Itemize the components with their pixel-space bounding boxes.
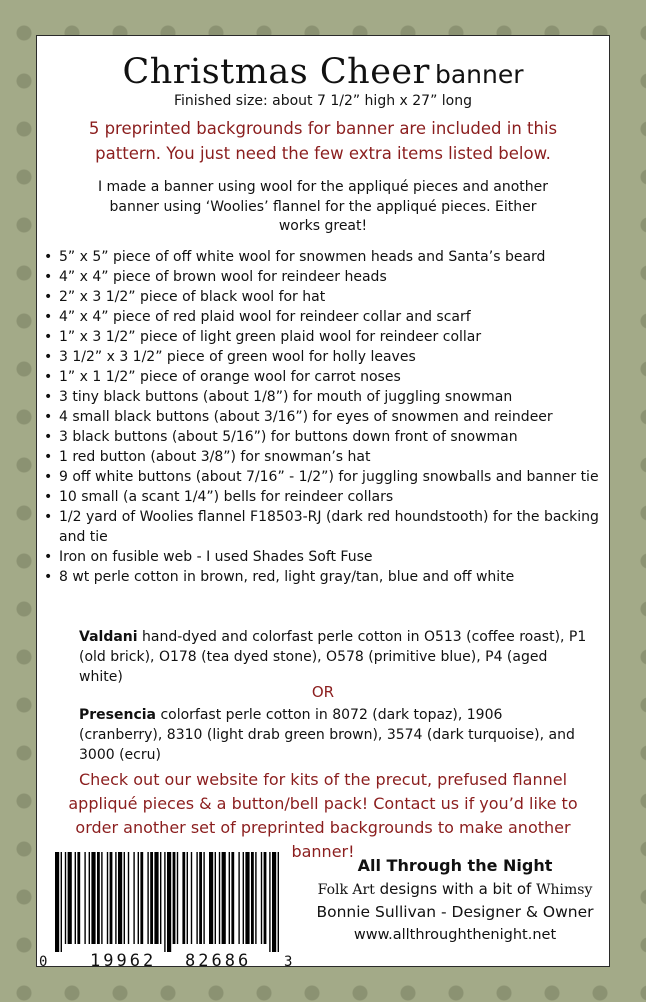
barcode-bar: [199, 852, 202, 944]
barcode-bar: [269, 852, 270, 952]
valdani-brand: Valdani: [79, 629, 138, 645]
barcode-bar: [203, 852, 204, 944]
barcode-bar: [150, 852, 153, 944]
check-out-note: Check out our website for kits of the precut, prefused flannel appliqué pieces & a button/bell pack! Contact us if you’d like to order another set of preprinted backgrounds to make another banner!: [68, 770, 578, 861]
barcode-bar: [147, 852, 148, 944]
barcode-bar: [191, 852, 192, 944]
barcode-bar: [264, 852, 267, 944]
barcode-bar: [272, 852, 276, 952]
barcode-bar: [215, 852, 216, 944]
barcode-bar: [196, 852, 197, 944]
barcode-bar: [231, 852, 234, 944]
barcode-bar: [255, 852, 256, 944]
tagline-whimsy: Whimsy: [536, 882, 593, 898]
list-item: • 1” x 1 1/2” piece of orange wool for carrot noses: [41, 367, 605, 387]
pattern-title: [37, 52, 609, 92]
presencia-note: [79, 705, 589, 765]
barcode-left-digits: 19962: [90, 951, 157, 968]
list-item: • 3 1/2” x 3 1/2” piece of green wool for holly leaves: [41, 347, 605, 367]
supply-list: [41, 247, 605, 587]
barcode-bar: [177, 852, 178, 944]
barcode-bar: [84, 852, 85, 944]
barcode-bar: [238, 852, 239, 944]
list-item: • 1 red button (about 3/8”) for snowman’s hat: [41, 447, 605, 467]
list-item: • 3 tiny black buttons (about 1/8”) for mouth of juggling snowman: [41, 387, 605, 407]
barcode-bar: [182, 852, 185, 944]
list-item: • 1/2 yard of Woolies flannel F18503-RJ (dark red houndstooth) for the backing and tie: [41, 507, 605, 547]
presencia-text: colorfast perle cotton in 8072 (dark topaz), 1906 (cranberry), 8310 (light drab green brown), 3574 (dark turquoise), and 3000 (ecru): [79, 707, 575, 763]
company-designer: Bonnie Sullivan - Designer & Owner: [316, 903, 594, 921]
list-item: • 4 small black buttons (about 3/16”) for eyes of snowmen and reindeer: [41, 407, 605, 427]
barcode-bar: [75, 852, 76, 944]
barcode-bar: [91, 852, 95, 944]
barcode-bar: [138, 852, 139, 944]
barcode-bar: [89, 852, 90, 944]
barcode-bar: [245, 852, 249, 944]
barcode-bar: [219, 852, 220, 944]
barcode-bar: [107, 852, 108, 944]
barcode-bar: [167, 852, 171, 952]
intro-note: I made a banner using wool for the appliqué pieces and another banner using ‘Woolies’ flannel for the appliqué pieces. Either works great!: [97, 179, 549, 234]
list-item: • Iron on fusible web - I used Shades Soft Fuse: [41, 547, 605, 567]
list-item: • 4” x 4” piece of red plaid wool for reindeer collar and scarf: [41, 307, 605, 327]
barcode-bar: [278, 852, 279, 952]
barcode-bar: [209, 852, 213, 944]
finished-size: Finished size: about 7 1/2” high x 27” long: [174, 93, 472, 109]
barcode-bar: [140, 852, 143, 944]
list-item: • 5” x 5” piece of off white wool for snowmen heads and Santa’s beard: [41, 247, 605, 267]
barcode-bar: [65, 852, 66, 944]
company-name: All Through the Night: [357, 856, 553, 875]
barcode-bar: [124, 852, 125, 944]
barcode-bar: [243, 852, 244, 944]
list-item: • 3 black buttons (about 5/16”) for buttons down front of snowman: [41, 427, 605, 447]
presencia-brand: Presencia: [79, 707, 156, 723]
or-label: OR: [311, 683, 335, 701]
barcode-bar: [173, 852, 176, 944]
barcode-bar: [160, 852, 161, 944]
barcode-graphic: [37, 848, 297, 968]
barcode-bar: [68, 852, 72, 944]
barcode: [37, 848, 297, 968]
title-main: Christmas Cheer: [122, 52, 430, 92]
tagline-folk-art: Folk Art: [317, 882, 375, 898]
barcode-bar: [118, 852, 122, 944]
company-tagline: [305, 878, 605, 901]
barcode-bar: [97, 852, 100, 944]
company-website[interactable]: www.allthroughthenight.net: [353, 927, 557, 943]
barcode-check-digit: 3: [284, 954, 293, 968]
barcode-bar: [251, 852, 254, 944]
list-item: • 9 off white buttons (about 7/16” - 1/2”) for juggling snowballs and banner tie: [41, 467, 605, 487]
company-info: [305, 854, 605, 946]
valdani-note: [79, 627, 589, 687]
barcode-bar: [164, 852, 165, 952]
pattern-card: [36, 35, 610, 967]
barcode-bar: [128, 852, 129, 944]
list-item: • 1” x 3 1/2” piece of light green plaid wool for reindeer collar: [41, 327, 605, 347]
barcode-lead-digit: 0: [39, 954, 48, 968]
barcode-right-digits: 82686: [185, 951, 252, 968]
barcode-bar: [55, 852, 59, 952]
barcode-bar: [61, 852, 62, 952]
list-item: • 10 small (a scant 1/4”) bells for reindeer collars: [41, 487, 605, 507]
barcode-bar: [229, 852, 230, 944]
list-item: • 8 wt perle cotton in brown, red, light gray/tan, blue and off white: [41, 567, 605, 587]
list-item: • 2” x 3 1/2” piece of black wool for hat: [41, 287, 605, 307]
tagline-middle: designs with a bit of: [374, 880, 537, 898]
barcode-bar: [261, 852, 262, 944]
valdani-text: hand-dyed and colorfast perle cotton in O513 (coffee roast), P1 (old brick), O178 (tea dyed stone), O578 (primitive blue), P4 (aged white): [79, 629, 587, 685]
barcode-bar: [115, 852, 116, 944]
title-sub: banner: [434, 60, 524, 89]
barcode-bar: [110, 852, 113, 944]
barcode-bar: [101, 852, 102, 944]
barcode-bar: [222, 852, 226, 944]
barcode-bar: [154, 852, 158, 944]
barcode-bar: [133, 852, 134, 944]
list-item: • 4” x 4” piece of brown wool for reindeer heads: [41, 267, 605, 287]
barcode-bar: [77, 852, 80, 944]
barcode-bar: [187, 852, 188, 944]
intro-red-note: 5 preprinted backgrounds for banner are included in this pattern. You just need the few extra items listed below.: [88, 119, 558, 163]
